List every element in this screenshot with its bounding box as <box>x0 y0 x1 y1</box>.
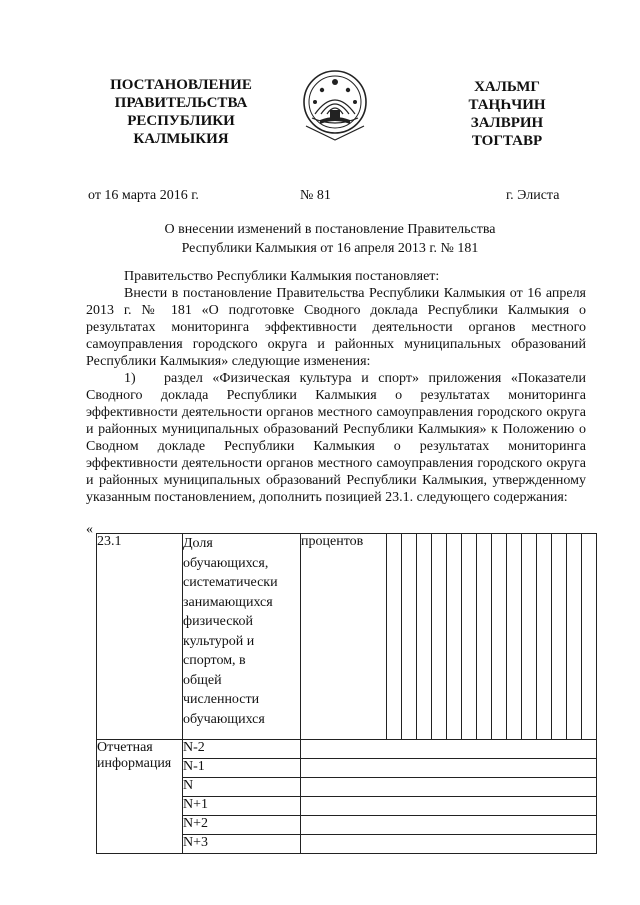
period-label: N-1 <box>183 759 301 778</box>
resolution-number: № 81 <box>300 188 331 203</box>
value-cell <box>402 534 417 740</box>
value-cell <box>387 534 402 740</box>
amendment-item <box>86 370 586 506</box>
value-cell <box>432 534 447 740</box>
indicator-name-line: обучающихся <box>183 711 265 727</box>
header-left-line: РЕСПУБЛИКИ <box>127 113 235 129</box>
period-label: N+2 <box>183 816 301 835</box>
period-values <box>301 816 597 835</box>
period-values <box>301 740 597 759</box>
resolution-date: от 16 марта 2016 г. <box>88 188 199 203</box>
period-values <box>301 835 597 854</box>
period-row <box>97 740 597 759</box>
opening-quote: « <box>86 522 93 537</box>
value-cell <box>537 534 552 740</box>
value-cell <box>567 534 582 740</box>
indicator-table <box>96 533 597 854</box>
report-label <box>97 740 183 854</box>
header-right-line: ТАҢҺЧИН <box>468 97 546 113</box>
period-values <box>301 797 597 816</box>
period-label: N+1 <box>183 797 301 816</box>
indicator-name-line: занимающихся <box>183 594 273 610</box>
indicator-name-line: общей <box>183 672 222 688</box>
header-right-title <box>452 78 562 150</box>
value-cell <box>582 534 597 740</box>
header-right-line: ЗАЛВРИН <box>470 115 544 131</box>
period-label: N+3 <box>183 835 301 854</box>
item-text: раздел «Физическая культура и спорт» приложения «Показатели Сводного доклада Республики Калмыкия о результатах мониторинга эффективности деятельности органов местного самоуправления городского округа и районных муниципальных образований Республики Калмыкия» к Положению о Сводном докладе Республики Калмыкия о результатах мониторинга эффективности деятельности органов местного самоуправления городского округа и районных муниципальных образований Республики Калмыкия, утвержденному указанным постановлением, дополнить позицией 23.1. следующего содержания: <box>86 371 586 505</box>
header-left-title <box>96 76 266 148</box>
resolution-city: г. Элиста <box>506 188 560 203</box>
value-cell <box>477 534 492 740</box>
kalmykia-emblem-icon <box>300 66 370 142</box>
indicator-name-line: спортом, в <box>183 653 246 668</box>
period-values <box>301 759 597 778</box>
value-cell <box>462 534 477 740</box>
header-right-line: ХАЛЬМГ <box>474 79 540 95</box>
document-body <box>86 268 586 506</box>
indicator-name-line: обучающихся, <box>183 555 269 571</box>
item-number: 1) <box>124 371 136 386</box>
period-label: N <box>183 778 301 797</box>
document-title <box>80 220 580 258</box>
indicator-units: процентов <box>301 534 387 740</box>
value-cell <box>522 534 537 740</box>
value-cell <box>492 534 507 740</box>
paragraph-intro: Правительство Республики Калмыкия постановляет: <box>124 269 440 284</box>
header-left-line: ПРАВИТЕЛЬСТВА <box>114 95 248 111</box>
value-cell <box>552 534 567 740</box>
indicator-name-line: систематически <box>183 575 278 590</box>
header-right-line: ТОГТАВР <box>471 133 543 149</box>
indicator-row <box>97 534 597 740</box>
report-label-line: информация <box>97 756 172 771</box>
indicator-name-line: культурой и <box>183 633 255 649</box>
paragraph-amendment: Внести в постановление Правительства Республики Калмыкия от 16 апреля 2013 г. № 181 «О подготовке Сводного доклада Республики Калмыкия о результатах мониторинга эффективности деятельности органов местного самоуправления городского округа и районных муниципальных образований Республики Калмыкия» следующие изменения: <box>86 286 586 369</box>
indicator-code: 23.1 <box>97 534 183 740</box>
period-label: N-2 <box>183 740 301 759</box>
report-label-line: Отчетная <box>97 740 153 755</box>
value-cell <box>417 534 432 740</box>
indicator-name <box>183 534 301 740</box>
value-cell <box>507 534 522 740</box>
indicator-name-line: физической <box>183 614 253 629</box>
value-cell <box>447 534 462 740</box>
period-values <box>301 778 597 797</box>
indicator-name-line: Доля <box>183 536 213 551</box>
indicator-name-line: численности <box>183 692 260 707</box>
header-left-line: ПОСТАНОВЛЕНИЕ <box>110 77 252 93</box>
document-title-line: Республики Калмыкия от 16 апреля 2013 г. № 181 <box>181 241 479 256</box>
header-left-line: КАЛМЫКИЯ <box>133 131 229 147</box>
document-title-line: О внесении изменений в постановление Правительства <box>164 222 496 237</box>
